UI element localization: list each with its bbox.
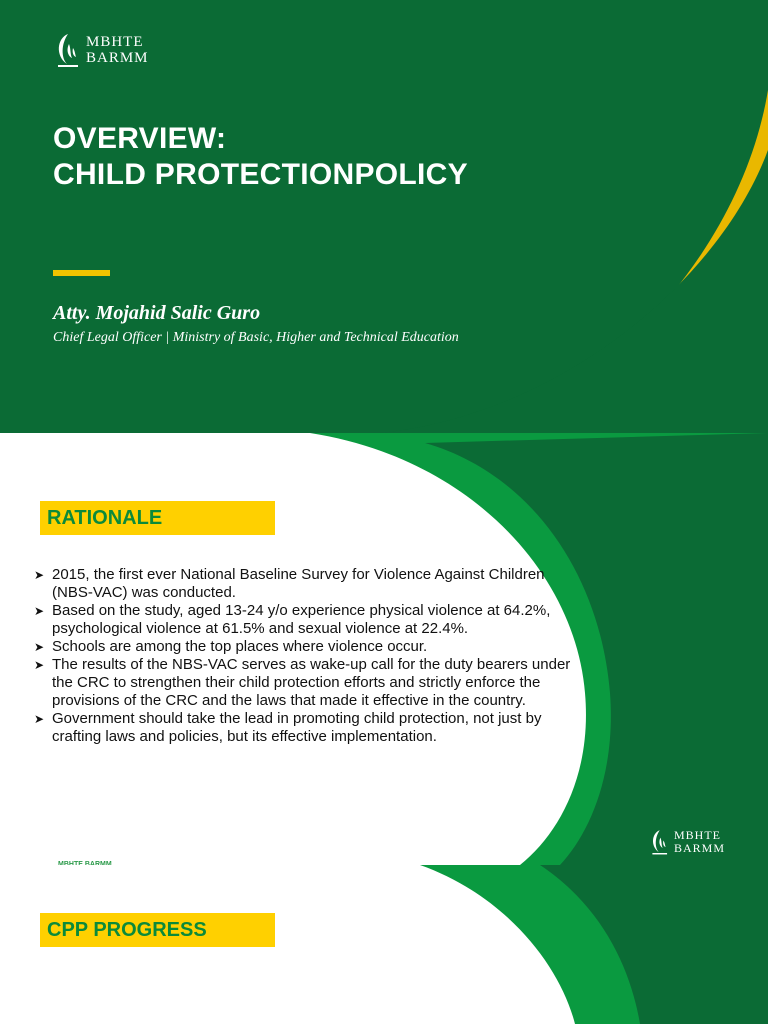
list-item [32,566,572,602]
bullet-text: Government should take the lead in promoting child protection, not just by crafting laws and policies, but its effective implementation. [52,710,542,745]
rationale-heading-box [40,501,275,535]
green-swoosh [380,150,768,433]
logo-line2: BARMM [674,841,726,855]
bullet-text: The results of the NBS-VAC serves as wake-up call for the duty bearers under the CRC to strengthen their child protection efforts and strictly enforce the provisions of the CRC and the laws that made it effective in the country. [52,656,571,709]
bullet-text: Based on the study, aged 13-24 y/o experience physical violence at 64.2%, psychological violence at 61.5% and sexual violence at 22.4%. [52,602,551,637]
arrow-bullet-icon: ➤ [34,640,45,654]
moon-flame-emblem-icon [52,30,82,70]
bullet-text: Schools are among the top places where violence occur. [52,638,428,655]
title-slide [0,0,768,433]
rationale-heading: RATIONALE [47,507,163,529]
cpp-progress-heading-box [40,913,275,947]
author-name: Atty. Mojahid Salic Guro [53,302,261,324]
logo-line2: BARMM [86,50,149,66]
cpp-progress-heading: CPP PROGRESS [47,919,207,941]
logo-line1: MBHTE [86,33,144,50]
bullet-text: 2015, the first ever National Baseline Survey for Violence Against Children (NBS-VAC) was conducted. [52,566,545,601]
rationale-bullet-list [32,566,572,746]
cpp-progress-slide [0,865,768,1024]
author-subtitle: Chief Legal Officer | Ministry of Basic, Higher and Technical Education [53,330,459,345]
arrow-bullet-icon: ➤ [34,604,45,618]
list-item [32,638,572,656]
list-item [32,710,572,746]
list-item [32,602,572,638]
title-line1: OVERVIEW: [53,122,227,155]
arrow-bullet-icon: ➤ [34,568,45,582]
rationale-slide [0,433,768,865]
logo-line1: MBHTE [674,827,721,842]
mbhte-logo [52,30,149,70]
footer-mark: MBHTE BARMM [58,861,112,865]
title-line2: CHILD PROTECTIONPOLICY [53,158,468,191]
list-item [32,656,572,710]
accent-bar [53,270,110,276]
arrow-bullet-icon: ➤ [34,712,45,726]
mbhte-logo-small [648,826,725,858]
arrow-bullet-icon: ➤ [34,658,45,672]
moon-flame-emblem-icon [648,826,670,858]
